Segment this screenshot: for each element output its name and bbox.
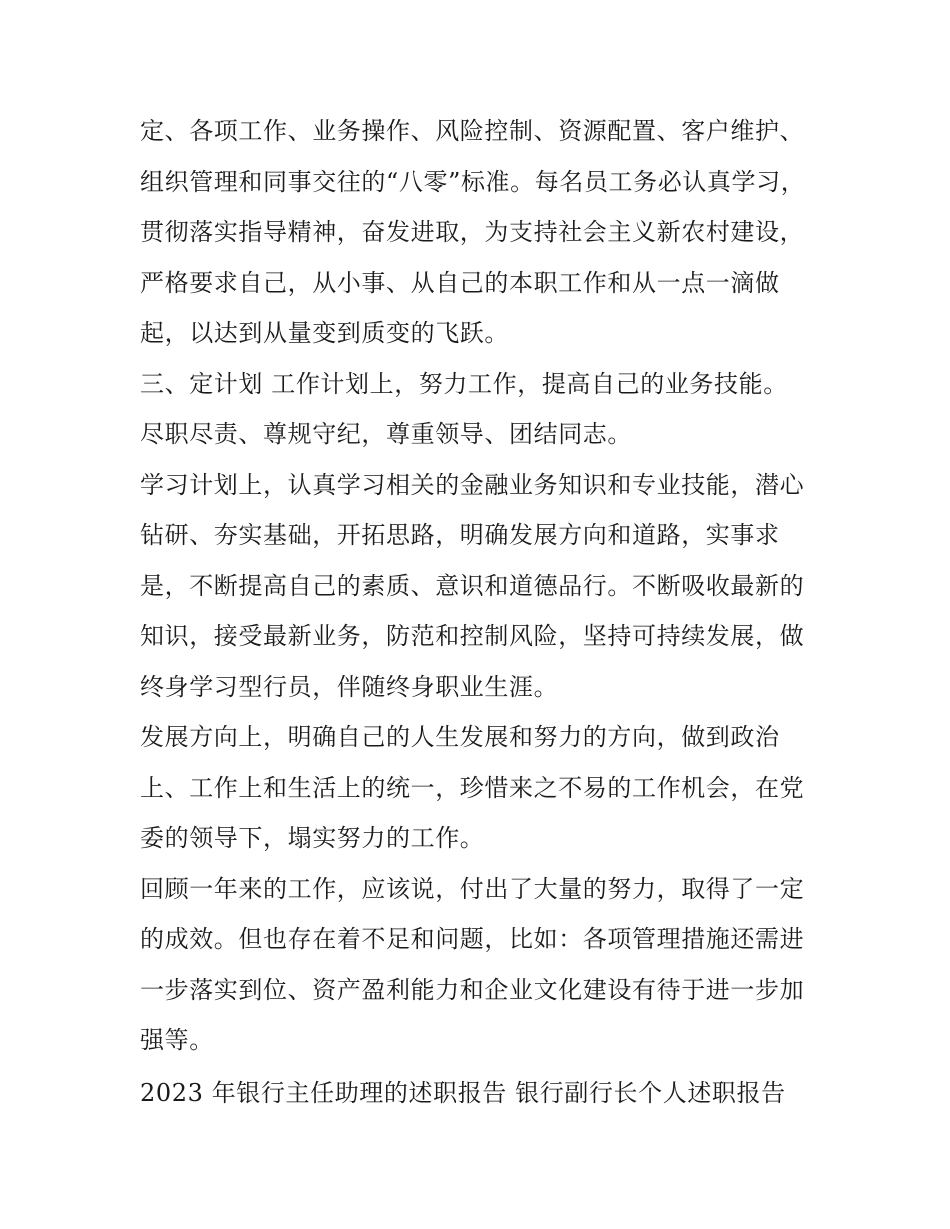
document-body [140,106,820,1118]
text-line: 强等。 [140,1026,214,1054]
text-line: 回顾一年来的工作，应该说，付出了大量的努力，取得了一定 [140,874,805,903]
text-line: 是，不断提高自己的素质、意识和道德品行。不断吸收最新的 [140,571,805,600]
text-line: 贯彻落实指导精神，奋发进取，为支持社会主义新农村建设， [140,218,805,246]
text-line: 一步落实到位、资产盈利能力和企业文化建设有待于进一步加 [140,975,805,1004]
text-line: 尽职尽责、尊规守纪，尊重领导、团结同志。 [140,420,632,448]
text-line: 上、工作上和生活上的统一，珍惜来之不易的工作机会，在党 [140,773,805,802]
text-line: 的成效。但也存在着不足和问题，比如：各项管理措施还需进 [140,925,805,953]
text-line: 起，以达到从量变到质变的飞跃。 [140,319,509,347]
paragraph-plan-heading [140,359,820,460]
text-line: 终身学习型行员，伴随终身职业生涯。 [140,672,559,701]
text-line: 委的领导下，塌实努力的工作。 [140,824,485,852]
paragraph-study-plan [140,460,820,713]
text-line: 三、定计划 工作计划上，努力工作，提高自己的业务技能。 [140,369,788,398]
text-line: 定、各项工作、业务操作、风险控制、资源配置、客户维护、 [140,117,805,145]
text-line: 学习计划上，认真学习相关的金融业务知识和专业技能，潜心 [140,470,805,499]
text-line: 钻研、夯实基础，开拓思路，明确发展方向和道路，实事求 [140,521,780,549]
paragraph-standards [140,106,820,359]
text-line: 组织管理和同事交往的“八零”标准。每名员工务必认真学习， [140,167,806,196]
paragraph-development-direction [140,712,820,864]
paragraph-review [140,864,820,1066]
text-line: 知识，接受最新业务，防范和控制风险，坚持可持续发展，做 [140,622,805,650]
text-line: 严格要求自己，从小事、从自己的本职工作和从一点一滴做 [140,268,780,297]
text-line: 发展方向上，明确自己的人生发展和努力的方向，做到政治 [140,723,780,751]
paragraph-title-footer [140,1068,820,1119]
text-line: 2023 年银行主任助理的述职报告 银行副行长个人述职报告 [140,1078,786,1107]
